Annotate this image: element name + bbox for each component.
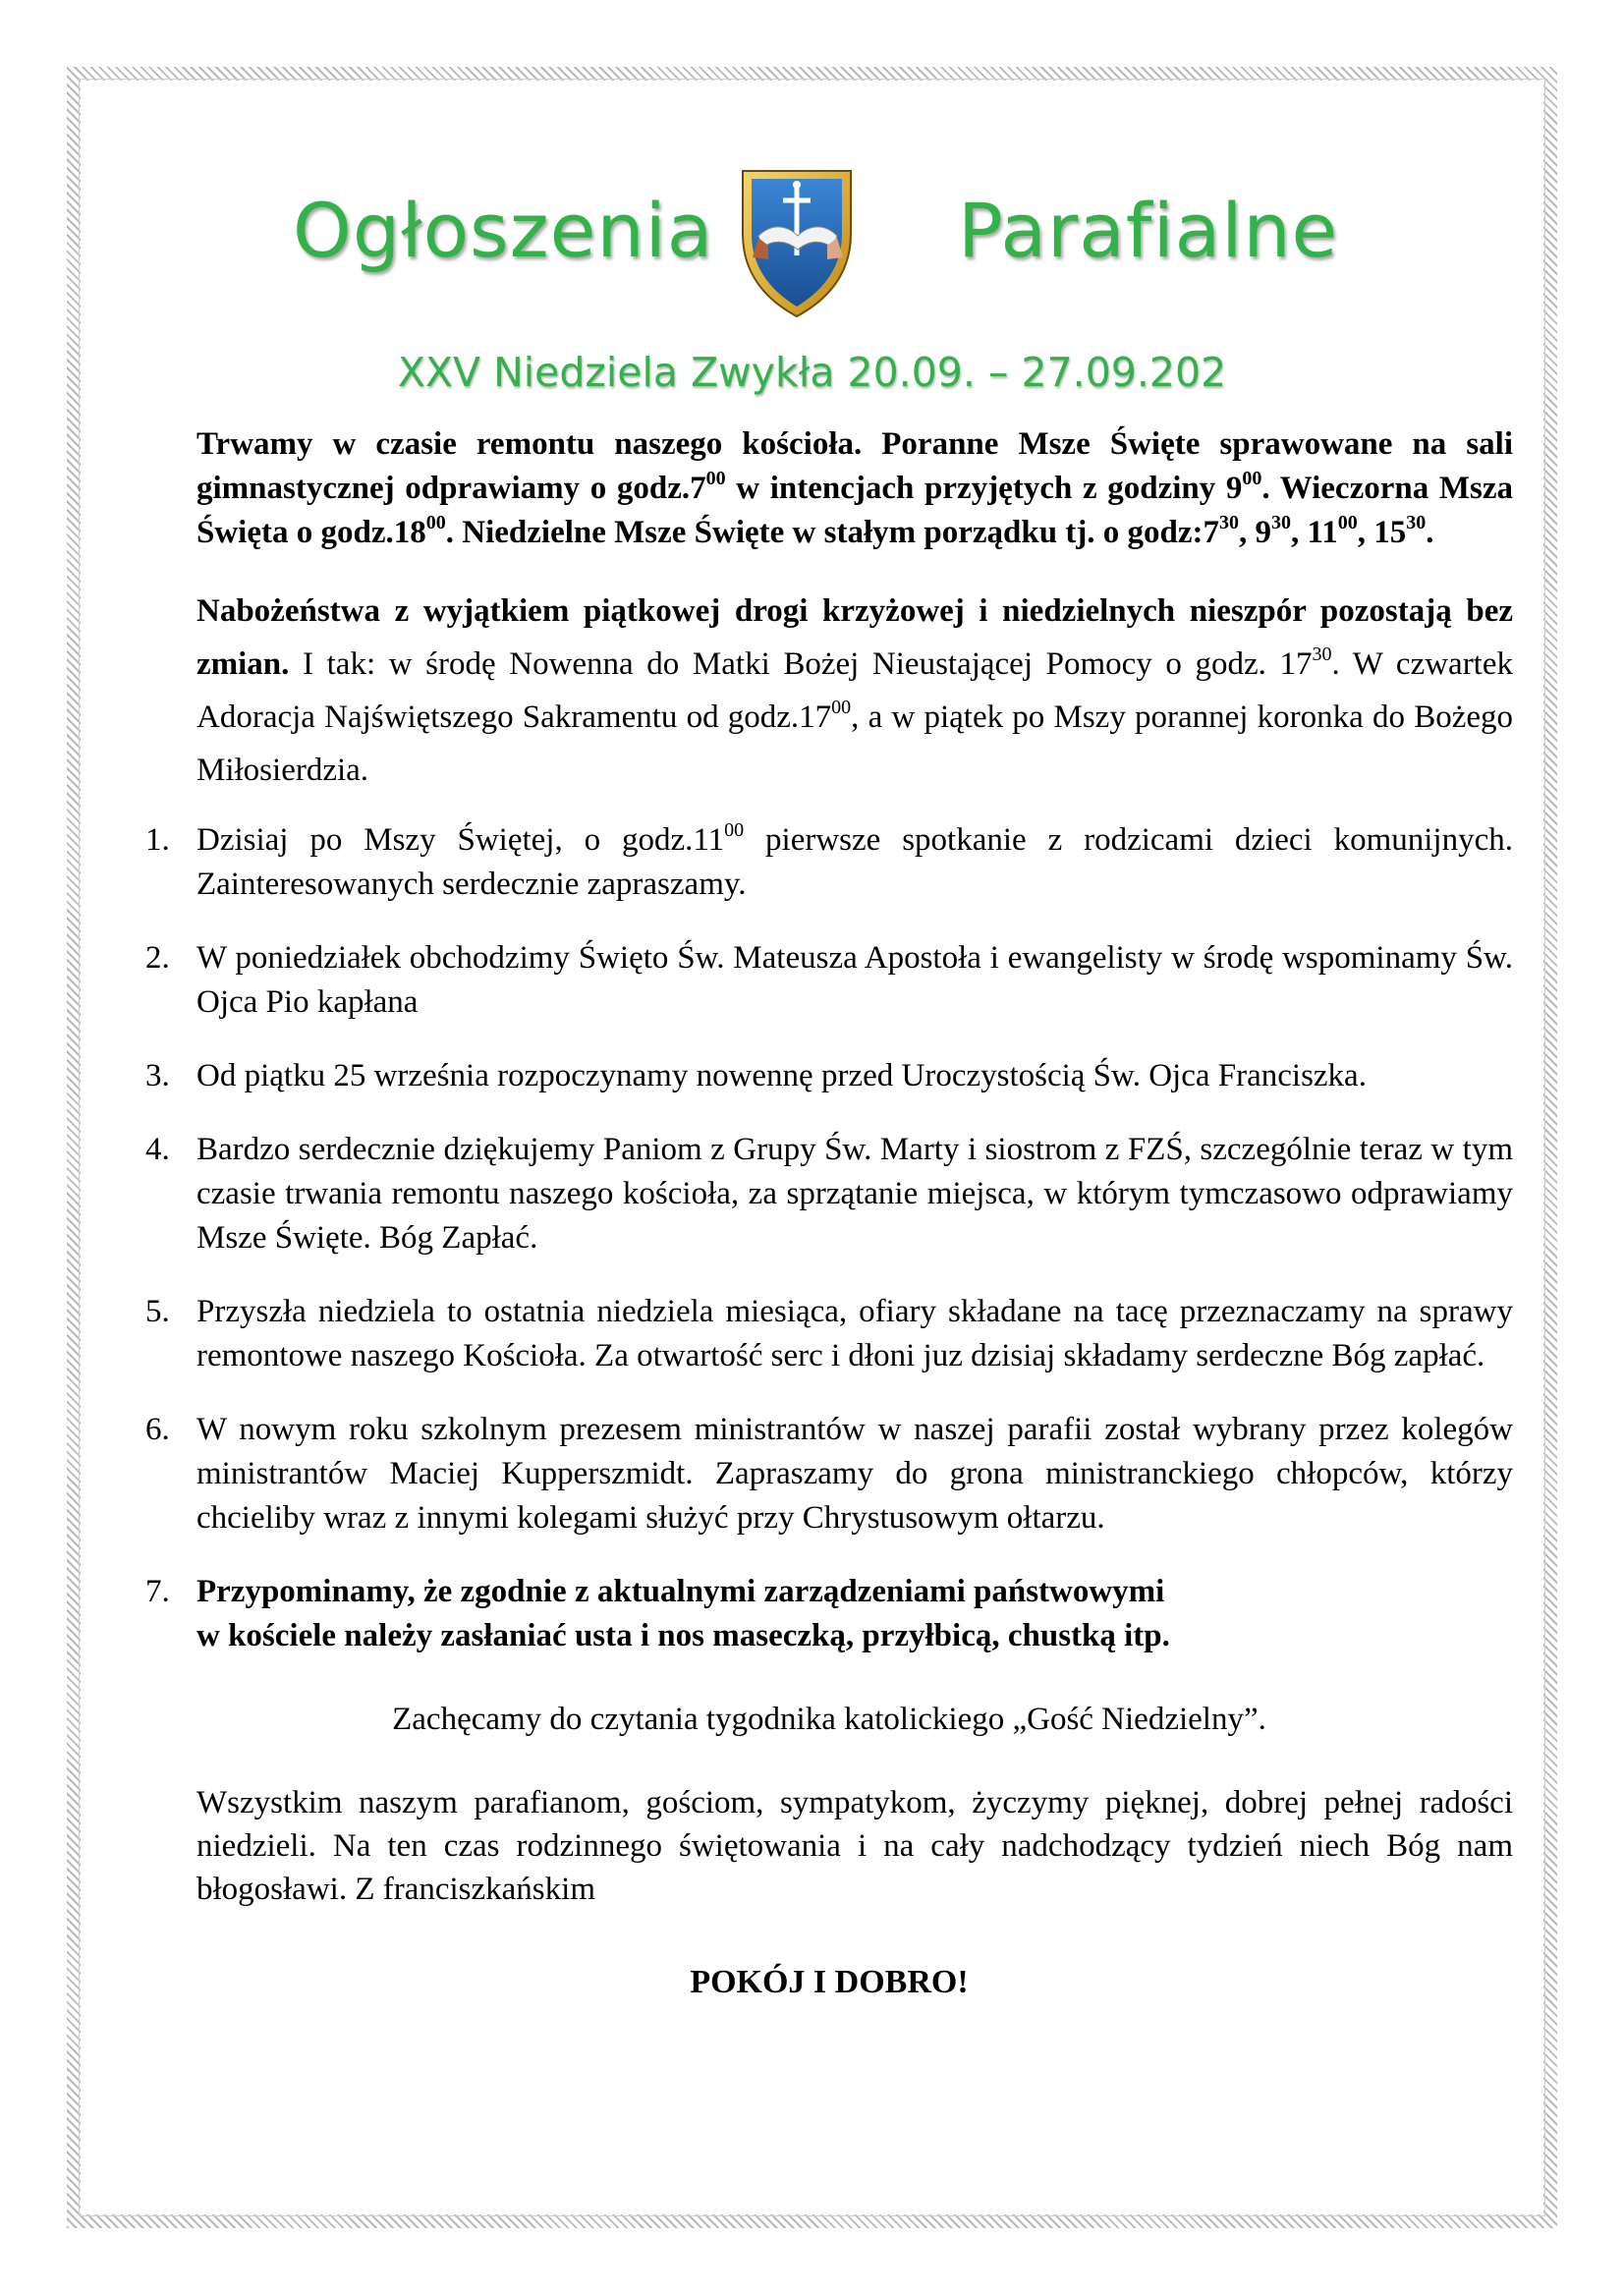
superscript: 30 — [1219, 512, 1240, 533]
text: Przypominamy, że zgodnie z aktualnymi zarządzeniami państwowymi — [196, 1574, 1165, 1609]
magazine-invite: Zachęcamy do czytania tygodnika katolickiego „Gość Niedzielny”. — [392, 1702, 1266, 1737]
superscript: 30 — [1312, 644, 1332, 665]
text: Przyszła niedziela to ostatnia niedziela miesiąca, ofiary składane na tacę przeznaczamy na sprawy remontowe naszego Kościoła. Za otwartość serc i dłoni juz dzisiaj składamy serdeczne Bóg zapłać. — [196, 1294, 1513, 1373]
text: W poniedziałek obchodzimy Święto Św. Mateusza Apostoła i ewangelisty w środę wspominamy Św. Ojca Pio kapłana — [196, 940, 1513, 1020]
text: . W czwartek Adoracja Najświętszego Sakramentu od godz.17 — [196, 646, 1513, 735]
list-item — [145, 1054, 1513, 1098]
text: Dzisiaj po Mszy Świętej, o godz.11 — [196, 822, 725, 858]
title-left: Ogłoszenia — [293, 187, 714, 274]
franciscan-coat-of-arms-icon — [739, 165, 855, 320]
intro-paragraph-1 — [196, 422, 1513, 555]
page-subtitle: XXV Niedziela Zwykła 20.09. – 27.09.202 — [397, 349, 1227, 396]
item-number: 6. — [145, 1412, 170, 1447]
text: Trwamy w czasie remontu naszego kościoła. Poranne Msze Święte sprawowane na sali gimnastycznej odprawiamy o godz.7 — [196, 426, 1513, 506]
list-item — [145, 1408, 1513, 1540]
text: W nowym roku szkolnym prezesem ministrantów w naszej parafii został wybrany przez kolegów ministrantów Maciej Kupperszmidt. Zapraszamy do grona ministranckiego chłopców, którzy chcieliby wraz z innymi kolegami służyć przy Chrystusowym ołtarzu. — [196, 1412, 1513, 1536]
text: , 9 — [1239, 515, 1272, 550]
item-number: 3. — [145, 1058, 170, 1093]
intro-paragraph-2 — [196, 585, 1513, 797]
announcements-body — [145, 422, 1513, 2004]
text: . — [1426, 515, 1434, 550]
list-item — [145, 818, 1513, 907]
text-bold: Nabożeństwa z wyjątkiem piątkowej drogi krzyżowej i niedzielnych nieszpór pozostają bez zmian. — [196, 593, 1513, 682]
pokoj-i-dobro: POKÓJ I DOBRO! — [690, 1964, 969, 2000]
item-number: 5. — [145, 1294, 170, 1329]
text: w intencjach przyjętych z godziny 9 — [725, 471, 1243, 506]
list-item — [145, 936, 1513, 1025]
superscript: 00 — [425, 512, 446, 533]
text: . Wieczorna Msza Święta o godz.18 — [196, 471, 1513, 550]
text: Od piątku 25 września rozpoczynamy nowennę przed Uroczystością Św. Ojca Franciszka. — [196, 1058, 1367, 1093]
superscript: 00 — [1337, 512, 1358, 533]
text: Bardzo serdecznie dziękujemy Paniom z Grupy Św. Marty i siostrom z FZŚ, szczególnie teraz w tym czasie trwania remontu naszego kościoła, za sprzątanie miejsca, w którym tymczasowo odprawiamy Msze Święte. Bóg Zapłać. — [196, 1132, 1513, 1256]
superscript: 00 — [724, 819, 745, 841]
item-number: 4. — [145, 1132, 170, 1167]
item-number: 2. — [145, 940, 170, 976]
announcement-list — [145, 818, 1513, 1658]
title-right: Parafialne — [958, 187, 1339, 274]
list-item — [145, 1570, 1513, 1658]
superscript: 30 — [1271, 512, 1292, 533]
superscript: 00 — [831, 697, 852, 718]
text: , a w piątek po Mszy porannej koronka do Bożego Miłosierdzia. — [196, 700, 1513, 788]
closing-greeting: Wszystkim naszym parafianom, gościom, sympatykom, życzymy pięknej, dobrej pełnej radości niedzieli. Na ten czas rodzinnego świętowania i na cały nadchodzący tydzień niech Bóg nam błogosławi. Z franciszkańskim — [196, 1785, 1513, 1907]
text: . Niedzielne Msze Święte w stałym porządku tj. o godz:7 — [445, 515, 1220, 550]
list-item — [145, 1128, 1513, 1260]
superscript: 00 — [705, 468, 726, 489]
item-number: 7. — [145, 1574, 170, 1609]
item-number: 1. — [145, 822, 170, 858]
superscript: 00 — [1242, 468, 1262, 489]
text: pierwsze spotkanie z rodzicami dzieci komunijnych. Zainteresowanych serdecznie zapraszamy. — [196, 822, 1513, 902]
page-header — [0, 177, 1624, 373]
text: , 15 — [1357, 515, 1407, 550]
text: I tak: w środę Nowenna do Matki Bożej Nieustającej Pomocy o godz. 17 — [289, 646, 1313, 682]
list-item — [145, 1290, 1513, 1378]
superscript: 30 — [1406, 512, 1427, 533]
text: w kościele należy zasłaniać usta i nos maseczką, przyłbicą, chustką itp. — [196, 1618, 1170, 1653]
text: , 11 — [1291, 515, 1338, 550]
